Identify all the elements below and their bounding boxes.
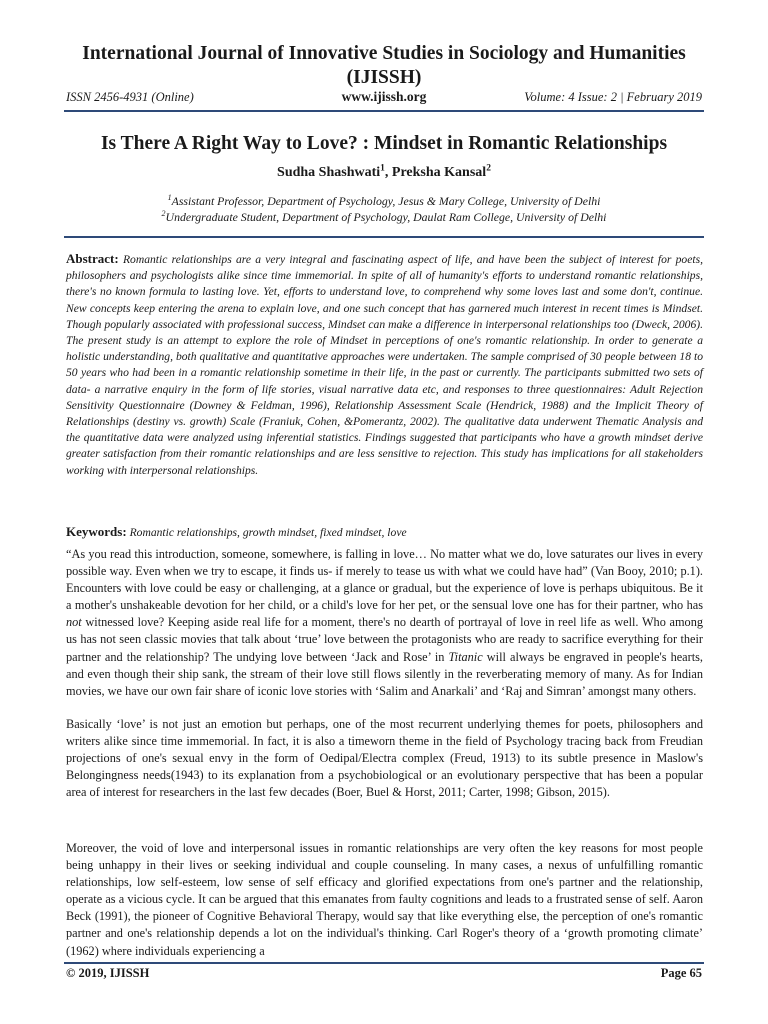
affiliation-mark: 1	[167, 193, 172, 203]
journal-title	[40, 42, 728, 90]
affiliation-2	[40, 210, 728, 225]
author-affiliation-mark: 2	[486, 163, 491, 174]
abstract-section	[66, 251, 703, 479]
journal-title-line2: (IJISSH)	[346, 67, 422, 88]
issn-label: ISSN 2456-4931 (Online)	[66, 90, 194, 104]
journal-title-line1: International Journal of Innovative Studies in Sociology and Humanities	[82, 43, 686, 64]
page-number: Page 65	[660, 966, 702, 980]
website-link[interactable]: www.ijissh.org	[341, 89, 427, 104]
abstract-divider	[64, 236, 704, 238]
affiliation-text: Undergraduate Student, Department of Psychology, Daulat Ram College, University of Delhi	[165, 210, 607, 224]
paragraph-text: “As you read this introduction, someone, somewhere, is falling in love… No matter what we do, love saturates our lives in every possible way. Even when we try to escape, it finds us- if merely to tease us with what we could have had” (Van Booy, 2010; p.1). Encounters with love could be easy or challenging, at a glance or gradual, but the experience of love is perhaps ubiquitous. Be it a mother's unshakeable devotion for her child, or a child's love for her pet, or the sensual love one has for their partner, who has	[66, 547, 703, 613]
affiliation-mark: 2	[161, 209, 166, 219]
abstract-label: Abstract:	[66, 251, 119, 266]
author-name: Preksha Kansal	[391, 165, 487, 180]
author-list	[40, 165, 728, 181]
paragraph-text: will always be engraved in people's hearts, and even though their ship sank, the stream of their love still flows silently in the reverberating memory of many. As for Indian movies, we have our own fair share of iconic love stories with ‘Salim and Anarkali’ and ‘Raj and Simran’ amongst many others.	[66, 649, 704, 698]
movie-title-text: Titanic	[448, 649, 483, 664]
paragraph-text: witnessed love? Keeping aside real life for a moment, there's no dearth of portrayal of love in reel life as well. Who among us has not seen classic movies that talk about ‘true’ love between the protagonists who are ready to sacrifice everything for their partner and the relationship? The undying love between ‘Jack and Rose’ in	[66, 615, 703, 664]
author-affiliation-mark: 1	[380, 163, 385, 174]
emphasis-text: not	[66, 615, 82, 630]
keywords-text: Romantic relationships, growth mindset, fixed mindset, love	[129, 526, 407, 539]
volume-issue-label: Volume: 4 Issue: 2 | February 2019	[524, 90, 702, 104]
body-paragraph-2: Basically ‘love’ is not just an emotion but perhaps, one of the most recurrent underlying themes for poets, philosophers and writers alike since time immemorial. In fact, it is also a timeworn theme in the field of Psychology tracing back from Freudian projections of one's sexual envy in the form of Oedipal/Electra complex (Freud, 1913) to its subtle presence in Maslow's Belongingness needs(1943) to its explanation from a psychobiological or an evolutionary perspective that has been a popular area of interest for researchers in the last few decades (Boer, Buel & Horst, 2011; Carter, 1998; Gibson, 2015).	[66, 717, 703, 800]
page-footer	[66, 966, 702, 982]
journal-meta-row	[66, 90, 702, 106]
abstract-text: Romantic relationships are a very integral and fascinating aspect of life, and have been the subject of interest for poets, philosophers and psychologists alike since time immemorial. In spite of all of humanity's efforts to understand romantic relationships, there's no known formula to lasting love. Yet, efforts to understand love, to comprehend why some loves last and some don't, continue. New concepts keep entering the arena to explain love, and one such concept that has garnered much interest in recent times is Mindset. Though popularly associated with professional success, Mindset can make a difference in interpersonal relationships too (Dweck, 2006). The present study is an attempt to explore the role of Mindset in perceptions of one's romantic relationship. In order to generate a holistic understanding, both qualitative and quantitative approaches were undertaken. The sample comprised of 30 people between 18 to 50 years who had been in a romantic relationship sometime in their life, in the past or currently. The participants submitted two sets of data- a narrative enquiry in the form of life stories, visual narrative data etc, and responses to three questionnaires: Adult Rejection Sensitivity Questionnaire (Downey & Feldman, 1996), Relationship Assessment Scale (Hendrick, 1988) and the Implicit Theory of Relationships (destiny vs. growth) Scale (Franiuk, Cohen, &Pomerantz, 2002). The qualitative data underwent Thematic Analysis and the quantitative data were analyzed using inferential statistics. Findings suggested that participants who have a growth mindset derive greater satisfaction from their romantic relationships and are less sensitive to rejection. This study has implications for all stakeholders working with interpersonal relationships.	[66, 253, 703, 477]
paper-title: Is There A Right Way to Love? : Mindset in Romantic Relationships	[100, 133, 668, 154]
author-separator: ,	[384, 165, 392, 180]
body-paragraph-1	[66, 546, 703, 700]
copyright-label: © 2019, IJISSH	[66, 966, 150, 980]
affiliation-1	[40, 194, 728, 209]
footer-divider	[64, 962, 704, 964]
author-name: Sudha Shashwati	[277, 165, 381, 180]
body-paragraph-3: Moreover, the void of love and interpersonal issues in romantic relationships are very often the key reasons for most people being unhappy in their lives or seeking individual and couple counseling. In many cases, a nexus of unfulfilling romantic relationships, low self-esteem, low sense of self efficacy and glorified expectations from one's partner and the relationship, operate as a vicious cycle. It can be argued that this emanates from faulty cognitions and leads to a frustrated sense of self. Aaron Beck (1991), the pioneer of Cognitive Behavioral Therapy, would say that like everything else, the perception of one's romantic partner and one's relationship depends a lot on the individual's thinking. Carl Roger's theory of a ‘growth promoting climate’ (1962) where individuals experiencing a	[66, 841, 703, 958]
keywords-section	[66, 524, 703, 541]
keywords-label: Keywords:	[66, 524, 127, 539]
affiliation-text: Assistant Professor, Department of Psychology, Jesus & Mary College, University of Delhi	[171, 194, 601, 208]
header-divider	[64, 110, 704, 112]
